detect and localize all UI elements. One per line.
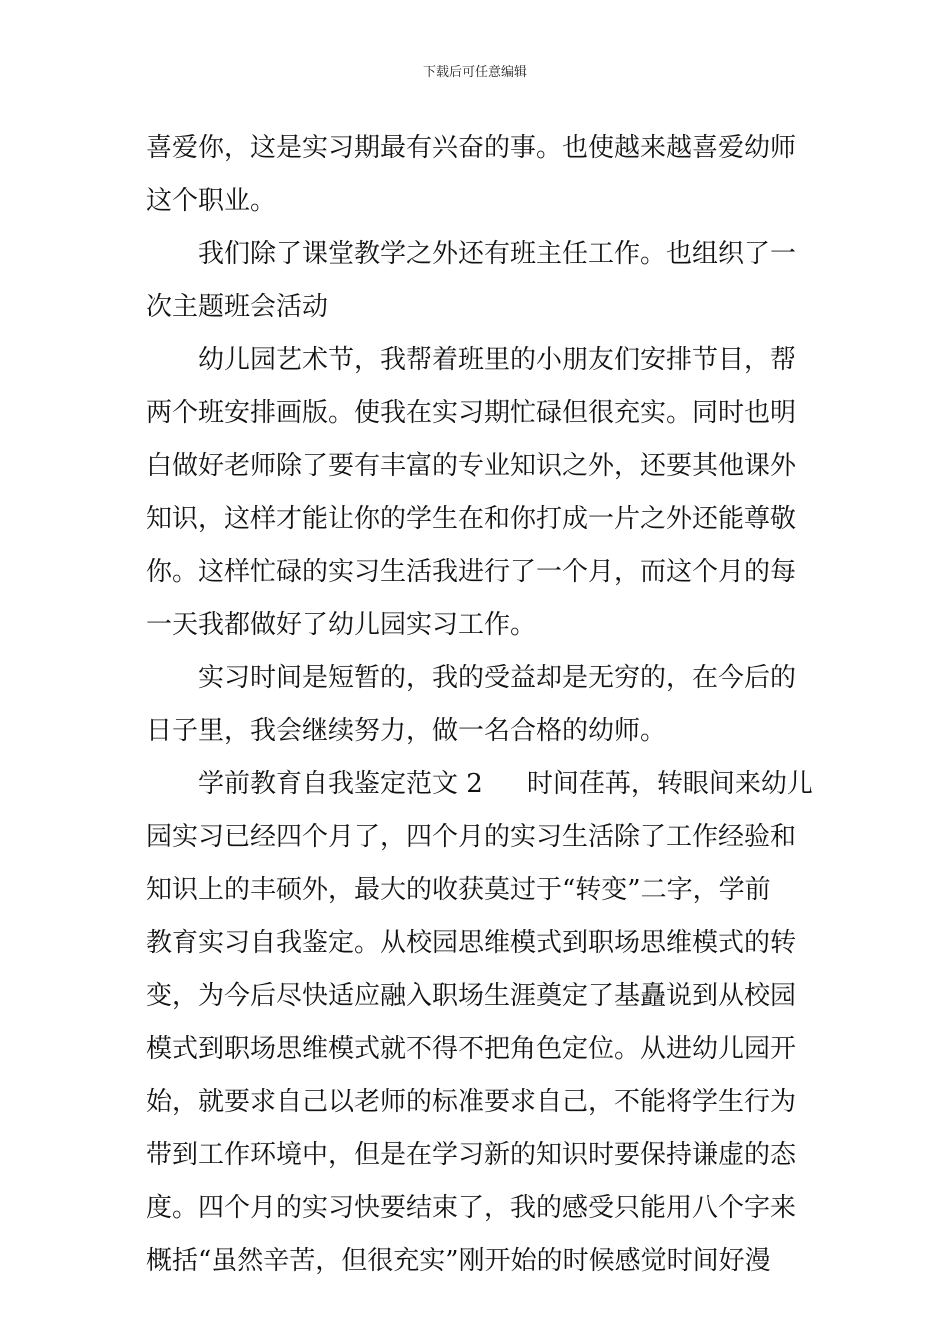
text-line: 次主题班会活动 bbox=[146, 292, 329, 322]
text-line: 度。四个月的实习快要结束了，我的感受只能用八个字来 bbox=[146, 1193, 797, 1223]
page-header: 下载后可任意编辑 bbox=[422, 65, 527, 80]
heading-continuation-text: 时间荏苒，转眼间来幼儿 bbox=[526, 769, 813, 799]
text-line: 两个班安排画版。使我在实习期忙碌但很充实。同时也明 bbox=[146, 398, 797, 428]
text-line: 一天我都做好了幼儿园实习工作。 bbox=[146, 610, 537, 640]
text-line: 日子里，我会继续努力，做一名合格的幼师。 bbox=[146, 716, 667, 746]
text-line: 模式到职场思维模式就不得不把角色定位。从进幼儿园开 bbox=[146, 1034, 797, 1064]
text-line: 知识上的丰硕外，最大的收获莫过于“转变”二字，学前 bbox=[146, 875, 771, 905]
text-line: 喜爱你，这是实习期最有兴奋的事。也使越来越喜爱幼师 bbox=[146, 133, 797, 163]
document-body bbox=[146, 122, 813, 1288]
paragraph-start-line: 我们除了课堂教学之外还有班主任工作。也组织了一 bbox=[198, 239, 797, 269]
paragraph-start-line: 实习时间是短暂的，我的受益却是无穷的，在今后的 bbox=[198, 663, 797, 693]
text-line: 白做好老师除了要有丰富的专业知识之外，还要其他课外 bbox=[146, 451, 797, 481]
text-line: 始，就要求自己以老师的标准要求自己，不能将学生行为 bbox=[146, 1087, 797, 1117]
text-line: 带到工作环境中，但是在学习新的知识时要保持谦虚的态 bbox=[146, 1140, 797, 1170]
text-line: 你。这样忙碌的实习生活我进行了一个月，而这个月的每 bbox=[146, 557, 797, 587]
section-heading: 学前教育自我鉴定范文 2 bbox=[198, 769, 483, 799]
text-line: 知识，这样才能让你的学生在和你打成一片之外还能尊敬 bbox=[146, 504, 797, 534]
text-line: 园实习已经四个月了，四个月的实习生活除了工作经验和 bbox=[146, 822, 797, 852]
text-line: 教育实习自我鉴定。从校园思维模式到职场思维模式的转 bbox=[146, 928, 797, 958]
text-line: 变，为今后尽快适应融入职场生涯奠定了基矗说到从校园 bbox=[146, 981, 797, 1011]
section-heading-line bbox=[146, 758, 813, 811]
paragraph-start-line: 幼儿园艺术节，我帮着班里的小朋友们安排节目，帮 bbox=[198, 345, 797, 375]
text-line: 概括“虽然辛苦，但很充实”刚开始的时候感觉时间好漫 bbox=[146, 1246, 771, 1276]
text-line: 这个职业。 bbox=[146, 186, 277, 216]
